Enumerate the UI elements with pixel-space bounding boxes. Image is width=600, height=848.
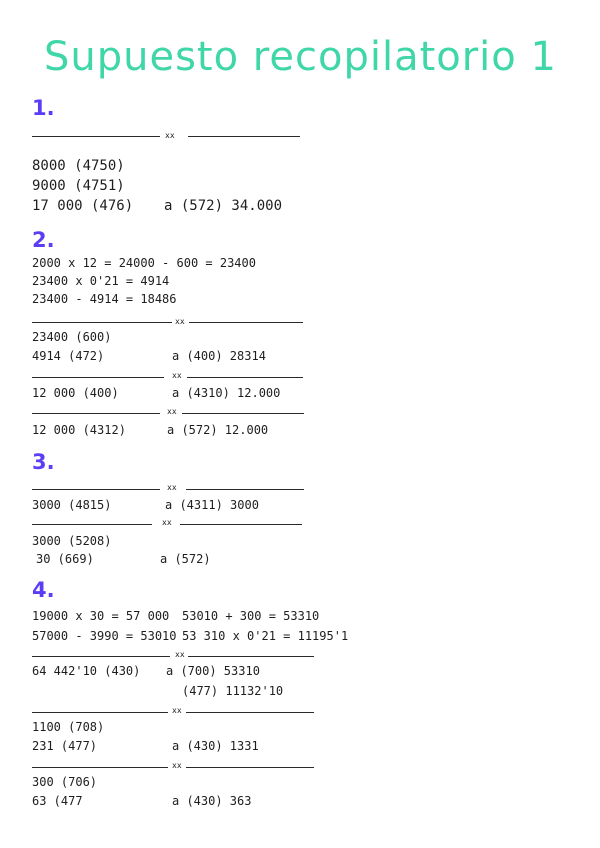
separator-rule-right [180, 524, 302, 525]
separator-mark: xx [165, 131, 175, 140]
separator-mark: xx [172, 706, 182, 715]
separator-rule-left [32, 767, 168, 768]
page-title: Supuesto recopilatorio 1 [44, 34, 557, 80]
calc-line: 23400 - 4914 = 18486 [32, 292, 177, 306]
entry-credit: a (572) [160, 552, 211, 566]
section-4-number: 4. [32, 578, 55, 602]
entry-line: 23400 (600) [32, 330, 112, 344]
separator-rule-right [182, 413, 304, 414]
separator-rule-right [188, 656, 314, 657]
entry-line: 3000 (4815) [32, 498, 112, 512]
entry-line: 12 000 (4312) [32, 423, 126, 437]
entry-credit: a (430) 1331 [172, 739, 259, 753]
separator-rule-right [186, 489, 304, 490]
entry-line: 4914 (472) [32, 349, 105, 363]
separator-mark: xx [172, 761, 182, 770]
calc-line: 23400 x 0'21 = 4914 [32, 274, 170, 288]
separator-mark: xx [175, 317, 185, 326]
entry-credit: (477) 11132'10 [182, 684, 284, 698]
entry-line: 3000 (5208) [32, 534, 112, 548]
separator-rule-left [32, 377, 164, 378]
separator-rule-left [32, 413, 160, 414]
entry-line: 63 (477 [32, 794, 83, 808]
separator-mark: xx [162, 518, 172, 527]
calc-line: 19000 x 30 = 57 000 [32, 609, 170, 623]
entry-line: 300 (706) [32, 775, 98, 789]
separator-rule-right [187, 377, 303, 378]
separator-mark: xx [172, 371, 182, 380]
entry-credit: a (400) 28314 [172, 349, 266, 363]
entry-credit: a (572) 34.000 [164, 198, 283, 214]
entry-credit: a (430) 363 [172, 794, 252, 808]
section-1-number: 1. [32, 96, 55, 120]
entry-line: 17 000 (476) [32, 198, 134, 214]
calc-line: 53 310 x 0'21 = 11195'1 [182, 629, 349, 643]
entry-credit: a (4311) 3000 [165, 498, 259, 512]
calc-line: 57000 - 3990 = 53010 [32, 629, 177, 643]
entry-credit: a (4310) 12.000 [172, 386, 281, 400]
separator-rule-right [189, 322, 303, 323]
separator-rule-right [186, 767, 314, 768]
calc-line: 53010 + 300 = 53310 [182, 609, 320, 623]
entry-line: 8000 (4750) [32, 158, 125, 174]
separator-rule-right [186, 712, 314, 713]
section-3-number: 3. [32, 450, 55, 474]
entry-line: 30 (669) [36, 552, 94, 566]
entry-credit: a (700) 53310 [166, 664, 260, 678]
section-2-number: 2. [32, 228, 55, 252]
separator-mark: xx [167, 483, 177, 492]
separator-rule-left [32, 322, 172, 323]
separator-rule-left [32, 524, 152, 525]
separator-rule-left [32, 656, 170, 657]
calc-line: 2000 x 12 = 24000 - 600 = 23400 [32, 256, 256, 270]
separator-rule-left [32, 489, 160, 490]
entry-line: 9000 (4751) [32, 178, 125, 194]
separator-rule-right [188, 136, 300, 137]
entry-line: 12 000 (400) [32, 386, 119, 400]
entry-line: 1100 (708) [32, 720, 105, 734]
separator-mark: xx [167, 407, 177, 416]
entry-credit: a (572) 12.000 [167, 423, 269, 437]
separator-rule-left [32, 136, 160, 137]
separator-rule-left [32, 712, 168, 713]
separator-mark: xx [175, 650, 185, 659]
entry-line: 64 442'10 (430) [32, 664, 141, 678]
entry-line: 231 (477) [32, 739, 98, 753]
